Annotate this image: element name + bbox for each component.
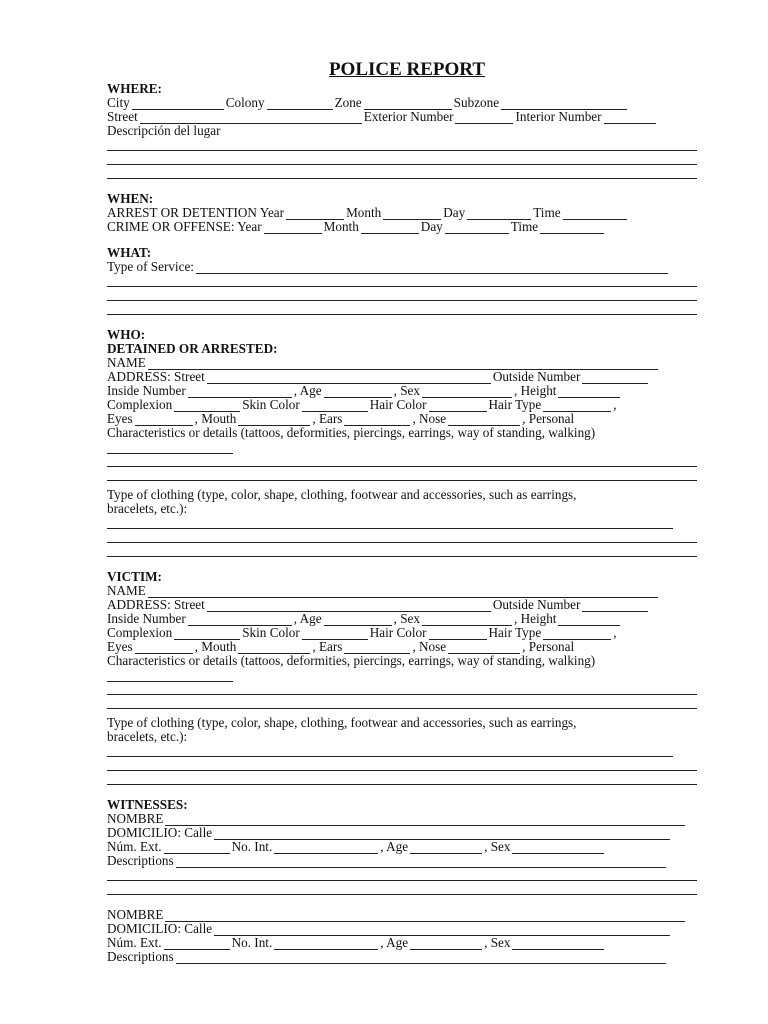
victim-complexion-line — [107, 626, 697, 640]
clothing-label-cont: bracelets, etc.): — [107, 729, 188, 744]
victim-characteristics-field[interactable] — [107, 670, 233, 682]
city-label: City — [107, 95, 130, 110]
crime-day-label: Day — [420, 219, 443, 234]
detained-clothing-line[interactable] — [107, 544, 697, 558]
inside-number-label: Inside Number — [107, 383, 186, 398]
what-description-line[interactable] — [107, 302, 697, 316]
what-description-line[interactable] — [107, 288, 697, 302]
witness-description-line[interactable] — [107, 868, 697, 882]
victim-height-field[interactable] — [558, 614, 620, 626]
who-heading: WHO: — [107, 327, 146, 342]
victim-clothing-line[interactable] — [107, 758, 697, 772]
hair-color-label: Hair Color — [369, 625, 427, 640]
service-line — [107, 260, 697, 274]
subzone-label: Subzone — [453, 95, 500, 110]
mouth-label: , Mouth — [194, 639, 237, 654]
victim-inside-line — [107, 612, 697, 626]
detained-height-field[interactable] — [558, 386, 620, 398]
victim-characteristics-line — [107, 668, 697, 682]
where-heading: WHERE: — [107, 81, 162, 96]
ears-label: , Ears — [312, 411, 343, 426]
arrest-year-label: ARREST OR DETENTION Year — [107, 205, 285, 220]
place-description-line[interactable] — [107, 152, 697, 166]
victim-features-line — [107, 640, 697, 654]
clothing-label-cont: bracelets, etc.): — [107, 501, 188, 516]
detained-heading: DETAINED OR ARRESTED: — [107, 341, 278, 356]
num-ext-label: Núm. Ext. — [107, 839, 162, 854]
witness1-descriptions-field[interactable] — [176, 856, 666, 868]
height-label: , Height — [513, 611, 557, 626]
witness1-address-field[interactable] — [214, 828, 670, 840]
sex-label: , Sex — [393, 611, 420, 626]
place-description-line[interactable] — [107, 166, 697, 180]
witness-numbers-line — [107, 936, 697, 950]
crime-date-line — [107, 220, 697, 234]
height-label: , Height — [513, 383, 557, 398]
name-label: NAME — [107, 355, 146, 370]
crime-year-field[interactable] — [264, 222, 322, 234]
arrest-time-label: Time — [533, 205, 561, 220]
crime-time-field[interactable] — [540, 222, 604, 234]
victim-street-field[interactable] — [207, 600, 491, 612]
characteristics-label: Characteristics or details (tattoos, deformities, piercings, earrings, way of standing, walking) — [107, 425, 596, 440]
outside-number-label: Outside Number — [492, 597, 581, 612]
detained-features-line — [107, 412, 697, 426]
descriptions-label: Descriptions — [107, 949, 174, 964]
witness2-name-field[interactable] — [165, 910, 685, 922]
witness-descriptions-line — [107, 950, 697, 964]
victim-name-field[interactable] — [148, 586, 658, 598]
nose-label: , Nose — [412, 411, 447, 426]
age-label: , Age — [380, 839, 409, 854]
victim-characteristics-line[interactable] — [107, 682, 697, 696]
detained-inside-line — [107, 384, 697, 398]
complexion-label: Complexion — [107, 397, 173, 412]
witness1-age-field[interactable] — [410, 842, 482, 854]
detained-clothing-line[interactable] — [107, 530, 697, 544]
victim-clothing-line[interactable] — [107, 744, 673, 758]
colony-field[interactable] — [267, 98, 333, 110]
nombre-label: NOMBRE — [107, 811, 164, 826]
age-label: , Age — [380, 935, 409, 950]
no-int-label: No. Int. — [231, 935, 273, 950]
eyes-label: Eyes — [107, 639, 133, 654]
street-label: Street — [107, 109, 138, 124]
detained-name-field[interactable] — [148, 358, 658, 370]
witness-address-line — [107, 922, 697, 936]
interior-number-label: Interior Number — [515, 109, 602, 124]
zone-label: Zone — [334, 95, 362, 110]
nombre-label: NOMBRE — [107, 907, 164, 922]
arrest-month-label: Month — [346, 205, 382, 220]
city-field[interactable] — [132, 98, 224, 110]
address-street-label: ADDRESS: Street — [107, 597, 205, 612]
police-report-form — [107, 57, 697, 964]
colony-label: Colony — [225, 95, 265, 110]
when-heading: WHEN: — [107, 191, 154, 206]
descriptions-label: Descriptions — [107, 853, 174, 868]
domicilio-label: DOMICILIO: Calle — [107, 921, 213, 936]
arrest-time-field[interactable] — [563, 208, 627, 220]
outside-number-label: Outside Number — [492, 369, 581, 384]
witnesses-heading: WITNESSES: — [107, 797, 188, 812]
detained-name-line — [107, 356, 697, 370]
inside-number-label: Inside Number — [107, 611, 186, 626]
eyes-label: Eyes — [107, 411, 133, 426]
crime-month-field[interactable] — [361, 222, 419, 234]
witness-name-line — [107, 908, 697, 922]
nose-label: , Nose — [412, 639, 447, 654]
comma-text: , — [613, 397, 617, 412]
witness2-sex-field[interactable] — [512, 938, 604, 950]
type-of-service-field[interactable] — [196, 262, 668, 274]
witness-description-line[interactable] — [107, 882, 697, 896]
hair-type-label: Hair Type — [488, 625, 542, 640]
victim-name-line — [107, 584, 697, 598]
sex-label: , Sex — [484, 839, 511, 854]
detained-characteristics-line — [107, 440, 697, 454]
witness2-address-field[interactable] — [214, 924, 670, 936]
arrest-date-line — [107, 206, 697, 220]
what-description-line[interactable] — [107, 274, 697, 288]
personal-label: , Personal — [522, 639, 575, 654]
complexion-label: Complexion — [107, 625, 173, 640]
where-location-line — [107, 96, 697, 110]
crime-year-label: CRIME OR OFFENSE: Year — [107, 219, 262, 234]
detained-outside-number-field[interactable] — [582, 372, 648, 384]
witness2-age-field[interactable] — [410, 938, 482, 950]
skin-color-label: Skin Color — [242, 625, 300, 640]
detained-characteristics-line[interactable] — [107, 454, 697, 468]
interior-number-field[interactable] — [604, 112, 656, 124]
exterior-number-label: Exterior Number — [363, 109, 454, 124]
sex-label: , Sex — [393, 383, 420, 398]
victim-outside-number-field[interactable] — [582, 600, 648, 612]
victim-heading: VICTIM: — [107, 569, 162, 584]
hair-type-label: Hair Type — [488, 397, 542, 412]
detained-characteristics-line[interactable] — [107, 468, 697, 482]
ears-label: , Ears — [312, 639, 343, 654]
witness-descriptions-line — [107, 854, 697, 868]
personal-label: , Personal — [522, 411, 575, 426]
page-title: POLICE REPORT — [328, 59, 486, 80]
where-street-line — [107, 110, 697, 124]
detained-address-line — [107, 370, 697, 384]
characteristics-label: Characteristics or details (tattoos, deformities, piercings, earrings, way of standing, walking) — [107, 653, 596, 668]
witness-numbers-line — [107, 840, 697, 854]
exterior-number-field[interactable] — [455, 112, 513, 124]
arrest-day-label: Day — [443, 205, 466, 220]
sex-label: , Sex — [484, 935, 511, 950]
witness2-descriptions-field[interactable] — [176, 952, 666, 964]
age-label: , Age — [293, 383, 322, 398]
name-label: NAME — [107, 583, 146, 598]
witness1-name-field[interactable] — [165, 814, 685, 826]
type-of-service-label: Type of Service: — [107, 259, 194, 274]
age-label: , Age — [293, 611, 322, 626]
detained-clothing-line[interactable] — [107, 516, 673, 530]
comma-text: , — [613, 625, 617, 640]
detained-characteristics-field[interactable] — [107, 442, 233, 454]
witness-address-line — [107, 826, 697, 840]
mouth-label: , Mouth — [194, 411, 237, 426]
crime-day-field[interactable] — [445, 222, 509, 234]
witness1-no-int-field[interactable] — [274, 842, 378, 854]
place-description-line[interactable] — [107, 138, 697, 152]
no-int-label: No. Int. — [231, 839, 273, 854]
what-heading: WHAT: — [107, 245, 152, 260]
detained-complexion-line — [107, 398, 697, 412]
victim-characteristics-line[interactable] — [107, 696, 697, 710]
witness-name-line — [107, 812, 697, 826]
num-ext-label: Núm. Ext. — [107, 935, 162, 950]
witness1-sex-field[interactable] — [512, 842, 604, 854]
clothing-label: Type of clothing (type, color, shape, clothing, footwear and accessories, such as earrings, — [107, 487, 577, 502]
victim-clothing-line[interactable] — [107, 772, 697, 786]
domicilio-label: DOMICILIO: Calle — [107, 825, 213, 840]
clothing-label: Type of clothing (type, color, shape, clothing, footwear and accessories, such as earrings, — [107, 715, 577, 730]
witness2-no-int-field[interactable] — [274, 938, 378, 950]
place-description-label: Descripción del lugar — [107, 123, 221, 138]
skin-color-label: Skin Color — [242, 397, 300, 412]
detained-street-field[interactable] — [207, 372, 491, 384]
hair-color-label: Hair Color — [369, 397, 427, 412]
address-street-label: ADDRESS: Street — [107, 369, 205, 384]
crime-month-label: Month — [323, 219, 359, 234]
victim-address-line — [107, 598, 697, 612]
crime-time-label: Time — [510, 219, 539, 234]
